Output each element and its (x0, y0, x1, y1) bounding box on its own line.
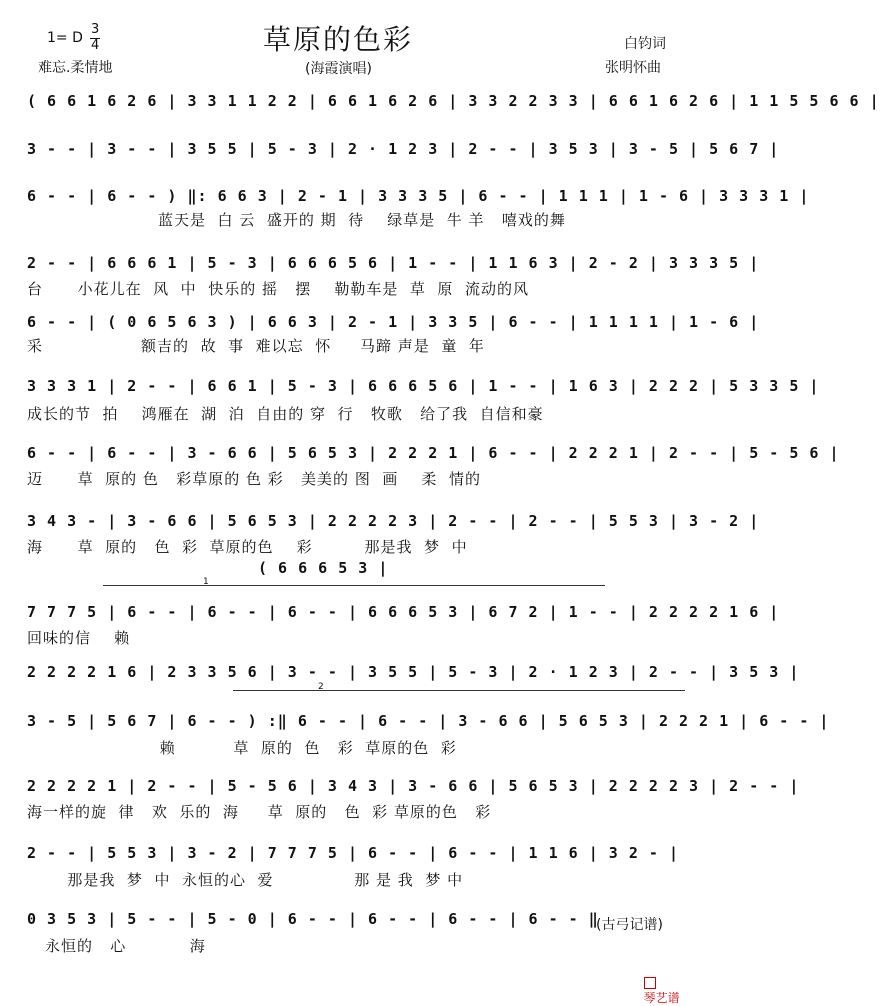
score-row-14-lyrics: 那是我 梦 中 永恒的心 爱 那 是 我 梦 中 (27, 871, 464, 889)
time-signature-top: 3 (91, 22, 100, 37)
interlude-notes: ( 6 6 6 5 3 | (258, 559, 389, 577)
recorder-credit: (古弓记谱) (596, 917, 663, 933)
score-row-12-lyrics: 赖 草 原的 色 彩 草原的色 彩 (27, 739, 457, 757)
volta-2-bracket (233, 690, 685, 691)
score-row-4-notes: 2 - - | 6 6 6 1 | 5 - 3 | 6 6 6 5 6 | 1 - - | 1 1 6 3 | 2 - 2 | 3 3 3 5 | (27, 254, 760, 272)
score-row-5-lyrics: 采 额吉的 故 事 难以忘 怀 马蹄 声是 童 年 (27, 337, 485, 355)
score-row-5-notes: 6 - - | ( 0 6 5 6 3 ) | 6 6 3 | 2 - 1 | 3 3 5 | 6 - - | 1 1 1 1 | 1 - 6 | (27, 313, 760, 331)
score-row-6-lyrics: 成长的节 拍 鸿雁在 湖 泊 自由的 穿 行 牧歌 给了我 自信和豪 (27, 405, 544, 423)
score-row-15-lyrics: 永恒的 心 海 (45, 937, 206, 955)
brand-logo-icon (644, 977, 656, 989)
lyricist: 白钧词 (624, 36, 666, 52)
composer: 张明怀曲 (605, 60, 661, 76)
brand-logo-text: 琴艺谱 (643, 991, 680, 1005)
score-row-13-notes: 2 2 2 2 1 | 2 - - | 5 - 5 6 | 3 4 3 | 3 - 6 6 | 5 6 5 3 | 2 2 2 2 3 | 2 - - | (27, 777, 800, 795)
song-title: 草原的色彩 (263, 23, 414, 56)
score-row-10-lyrics: 回味的信 赖 (27, 629, 131, 647)
time-signature-bottom: 4 (91, 38, 100, 53)
score-row-6-notes: 3 3 3 1 | 2 - - | 6 6 1 | 5 - 3 | 6 6 6 5 6 | 1 - - | 1 6 3 | 2 2 2 | 5 3 3 5 | (27, 377, 820, 395)
volta-1-bracket (103, 585, 605, 586)
score-row-13-lyrics: 海一样的旋 律 欢 乐的 海 草 原的 色 彩 草原的色 彩 (27, 803, 492, 821)
score-row-7-notes: 6 - - | 6 - - | 3 - 6 6 | 5 6 5 3 | 2 2 2 1 | 6 - - | 2 2 2 1 | 2 - - | 5 - 5 6 | (27, 444, 840, 462)
score-row-8-lyrics: 海 草 原的 色 彩 草原的色 彩 那是我 梦 中 (27, 538, 468, 556)
key-signature: 1= D (47, 30, 83, 46)
score-row-8-notes: 3 4 3 - | 3 - 6 6 | 5 6 5 3 | 2 2 2 2 3 | 2 - - | 2 - - | 5 5 3 | 3 - 2 | (27, 512, 760, 530)
score-row-12-notes: 3 - 5 | 5 6 7 | 6 - - ) :‖ 6 - - | 6 - - | 3 - 6 6 | 5 6 5 3 | 2 2 2 1 | 6 - - | (27, 712, 830, 730)
volta-1-label: 1 (203, 577, 209, 587)
volta-2-label: 2 (318, 682, 324, 692)
score-row-7-lyrics: 迈 草 原的 色 彩草原的 色 彩 美美的 图 画 柔 情的 (27, 470, 481, 488)
score-row-3-notes: 6 - - | 6 - - ) ‖: 6 6 3 | 2 - 1 | 3 3 3 5 | 6 - - | 1 1 1 | 1 - 6 | 3 3 3 1 | (27, 187, 810, 205)
score-row-1-notes: ( 6 6 1 6 2 6 | 3 3 1 1 2 2 | 6 6 1 6 2 6 | 3 3 2 2 3 3 | 6 6 1 6 2 6 | 1 1 5 5 6 6 | (27, 92, 880, 110)
brand-logo (636, 961, 680, 1006)
score-row-15-notes: 0 3 5 3 | 5 - - | 5 - 0 | 6 - - | 6 - - | 6 - - | 6 - - ‖ (27, 910, 599, 928)
score-row-3-lyrics: 蓝天是 白 云 盛开的 期 待 绿草是 牛 羊 嘻戏的舞 (158, 211, 566, 229)
tempo-mood: 难忘.柔情地 (38, 60, 113, 76)
performer: (海霞演唱) (305, 61, 372, 77)
score-row-11-notes: 2 2 2 2 1 6 | 2 3 3 5 6 | 3 - - | 3 5 5 | 5 - 3 | 2 · 1 2 3 | 2 - - | 3 5 3 | (27, 663, 800, 681)
score-row-4-lyrics: 台 小花儿在 风 中 快乐的 摇 摆 勒勒车是 草 原 流动的风 (27, 280, 529, 298)
score-row-2-notes: 3 - - | 3 - - | 3 5 5 | 5 - 3 | 2 · 1 2 3 | 2 - - | 3 5 3 | 3 - 5 | 5 6 7 | (27, 140, 780, 158)
score-row-10-notes: 7 7 7 5 | 6 - - | 6 - - | 6 - - | 6 6 6 5 3 | 6 7 2 | 1 - - | 2 2 2 2 1 6 | (27, 603, 780, 621)
score-row-14-notes: 2 - - | 5 5 3 | 3 - 2 | 7 7 7 5 | 6 - - | 6 - - | 1 1 6 | 3 2 - | (27, 844, 679, 862)
